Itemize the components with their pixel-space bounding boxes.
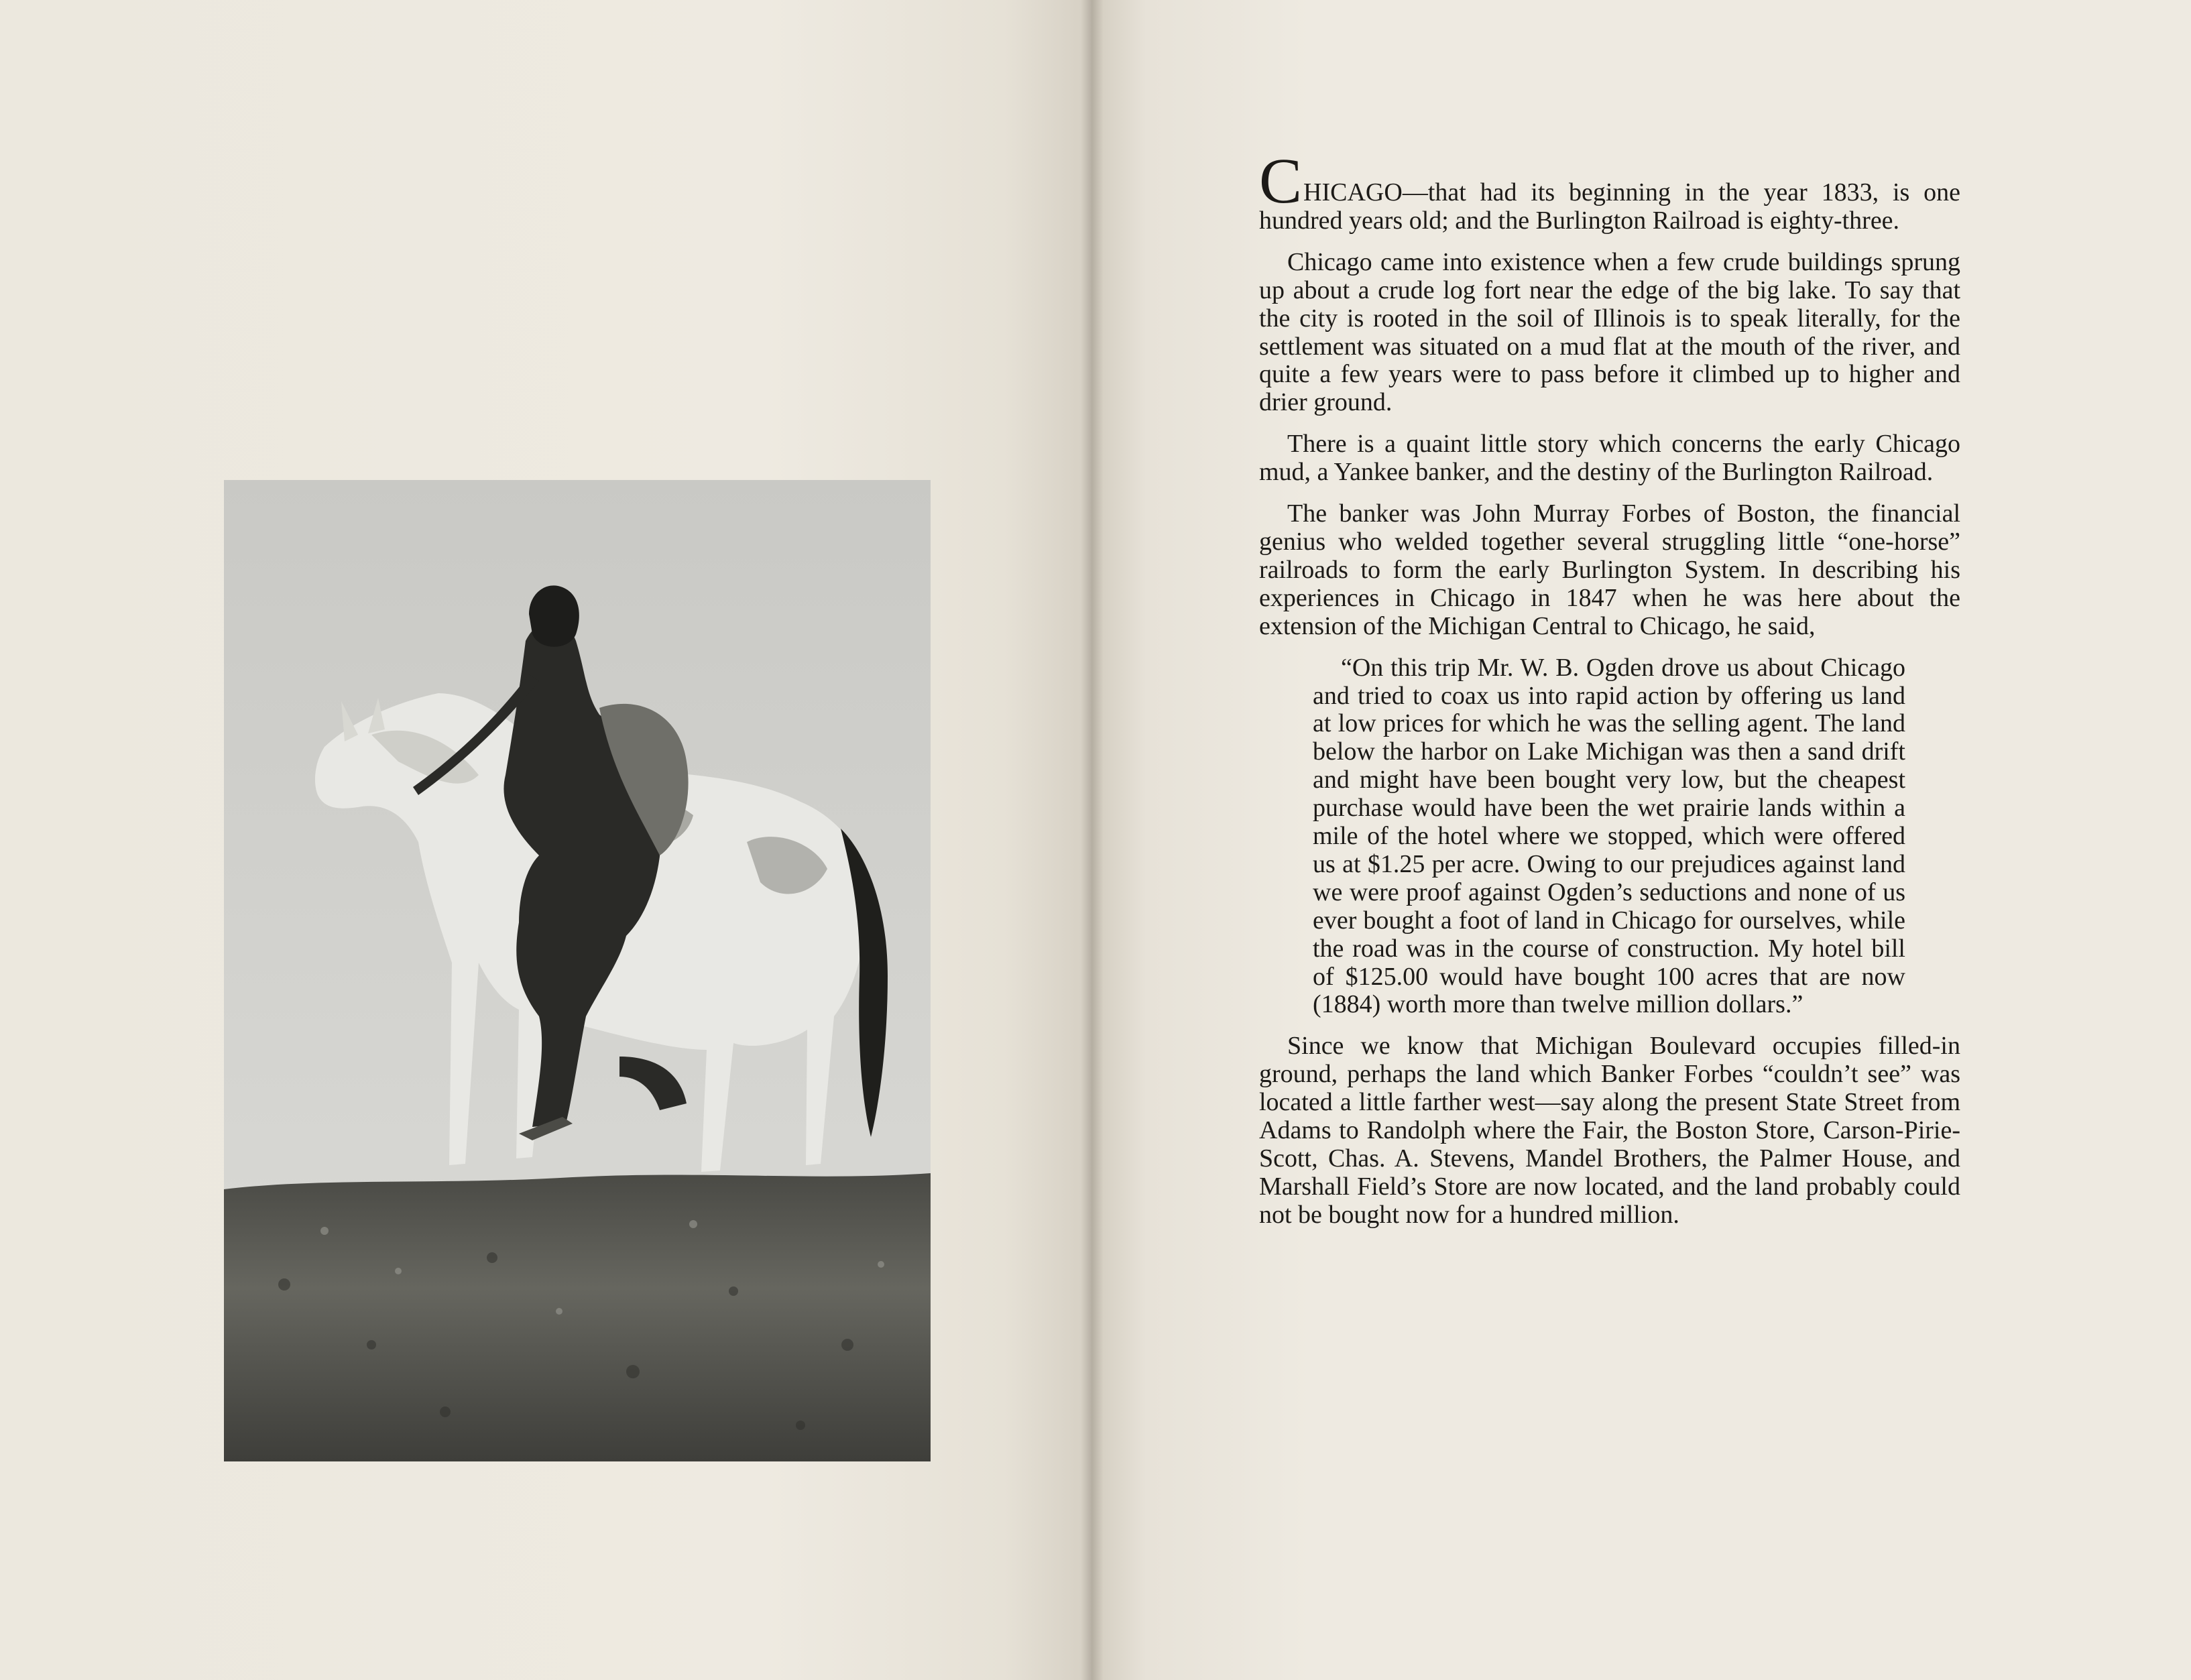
paragraph-mud-flat: Chicago came into existence when a few crude buildings sprung up about a crude log fort near the edge of the big lake. To say that the city is rooted in the soil of Illinois is to speak literally, for the settlement was situated on a mud flat at the mouth of the river, and quite a few years were to pass before it climbed up to higher and drier ground. bbox=[1259, 247, 1960, 417]
photo-rider-on-horse-icon bbox=[224, 480, 931, 1461]
left-page bbox=[0, 0, 1091, 1680]
lead-word: HICAGO bbox=[1303, 178, 1403, 206]
paragraph-quaint-story: There is a quaint little story which concerns the early Chicago mud, a Yankee banker, and the destiny of the Burlington Railroad. bbox=[1259, 430, 1960, 487]
opening-text: —that had its beginning in the year 1833, is one hundred years old; and the Burlington Railroad is eighty-three. bbox=[1259, 178, 1960, 235]
drop-cap: C bbox=[1259, 145, 1303, 217]
paragraph-forbes: The banker was John Murray Forbes of Boston, the financial genius who welded together several struggling little “one-horse” railroads to form the early Burlington System. In describing his experiences in Chicago in 1847 when he was here about the extension of the Michigan Central to Chicago, he said, bbox=[1259, 499, 1960, 640]
book-gutter bbox=[1081, 0, 1104, 1680]
opening-paragraph bbox=[1259, 145, 1960, 235]
paragraph-closing: Since we know that Michigan Boulevard occupies filled-in ground, perhaps the land which Banker Forbes “couldn’t see” was located a little farther west—say along the present State Street from Adams to Randolph where the Fair, the Boston Store, Carson-Pirie-Scott, Chas. A. Stevens, Mandel Brothers, the Palmer House, and Marshall Field’s Store are now located, and the land probably could not be bought now for a hundred million. bbox=[1259, 1032, 1960, 1229]
article-text bbox=[1259, 145, 1960, 1243]
forbes-quote: “On this trip Mr. W. B. Ogden drove us about Chicago and tried to coax us into rapid action by offering us land at low prices for which he was the selling agent. The land below the harbor on Lake Michigan was then a sand drift and might have been bought very low, but the cheapest purchase would have been the wet prairie lands within a mile of the hotel where we stopped, which were offered us at $1.25 per acre. Owing to our prejudices against land we were proof against Ogden’s seductions and none of us ever bought a foot of land in Chicago for ourselves, while the road was in the course of construction. My hotel bill of $125.00 would have bought 100 acres that are now (1884) worth more than twelve million dollars.” bbox=[1313, 653, 1905, 1019]
photo-rider-on-horse bbox=[224, 480, 931, 1461]
